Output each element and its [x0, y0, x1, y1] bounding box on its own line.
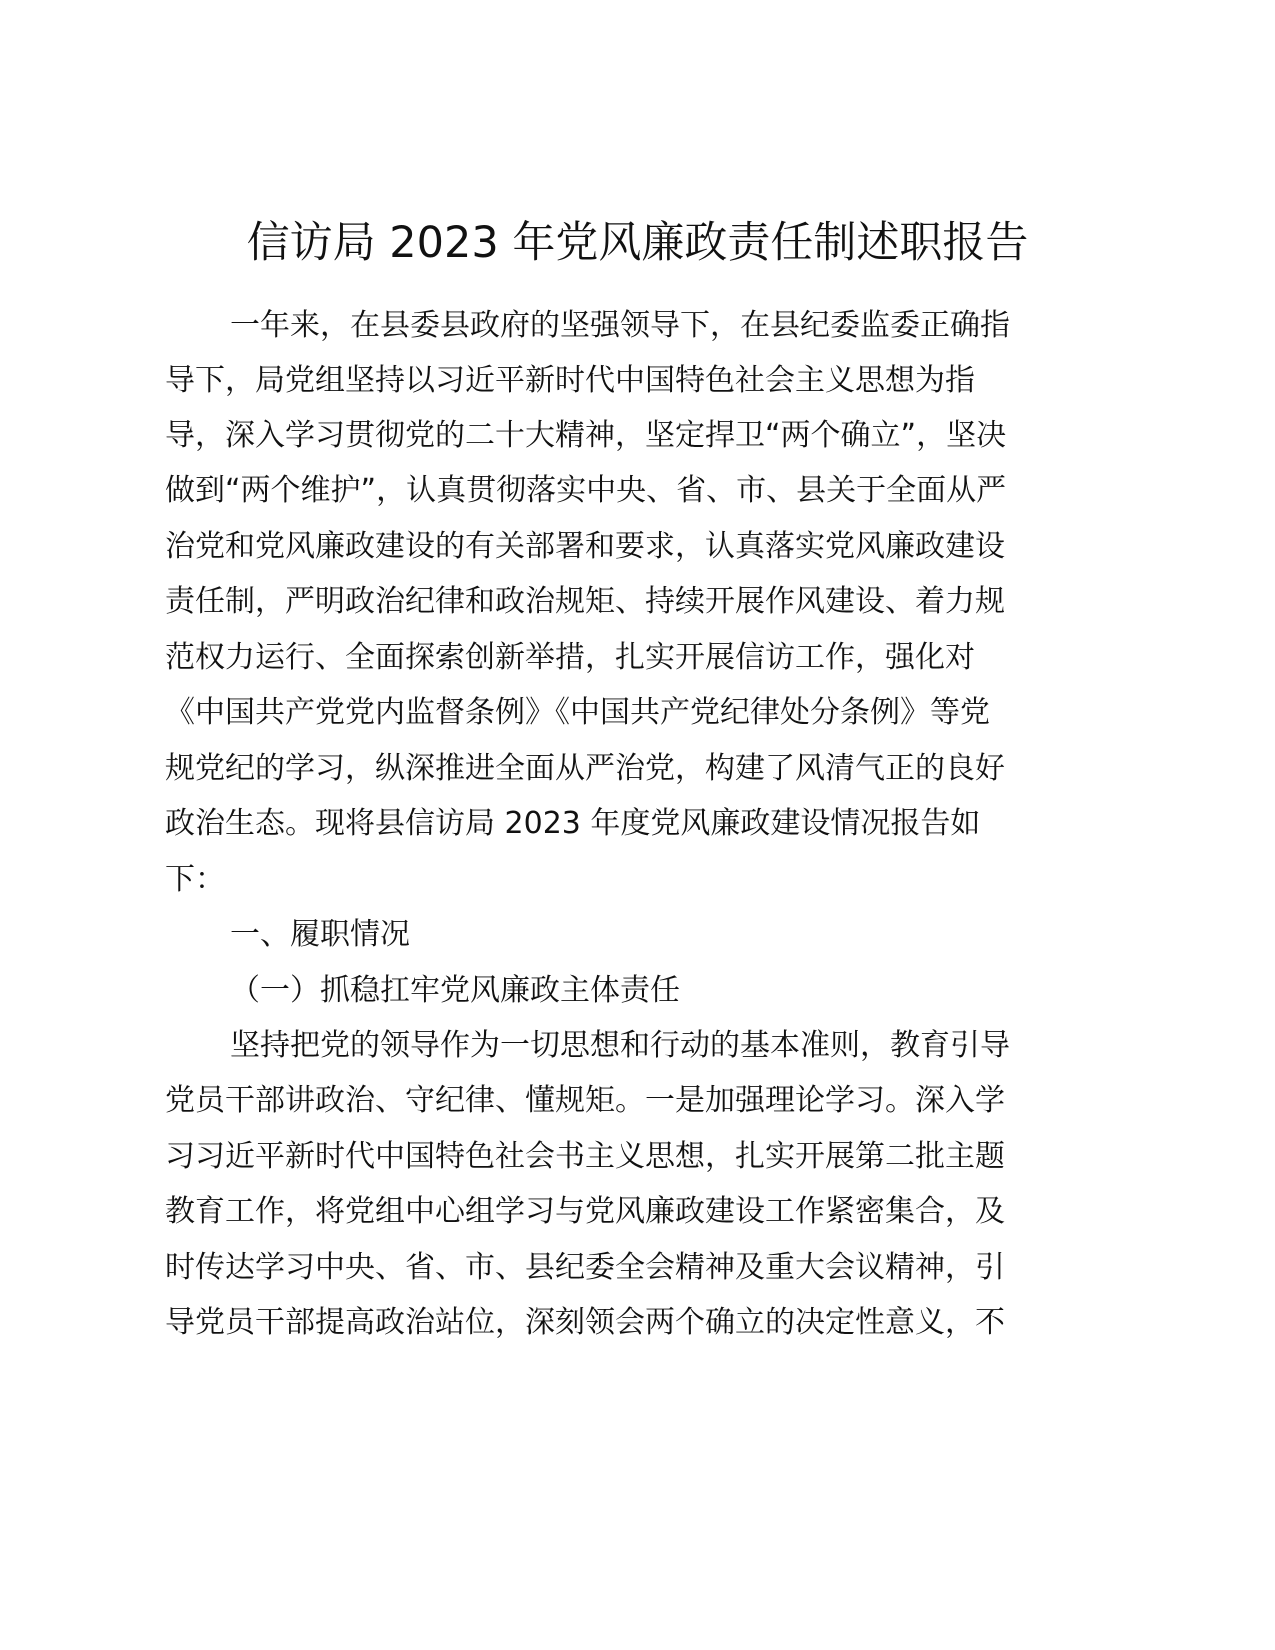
subsection-heading: （一）抓稳扛牢党风廉政主体责任 — [230, 973, 680, 1008]
paragraph-line: 一年来，在县委县政府的坚强领导下，在县纪委监委正确指 — [230, 308, 1010, 343]
paragraph-line: 《中国共产党党内监督条例》《中国共产党纪律处分条例》等党 — [165, 695, 990, 730]
paragraph-line: 责任制，严明政治纪律和政治规矩、持续开展作风建设、着力规 — [165, 584, 1005, 619]
paragraph-line: 治党和党风廉政建设的有关部署和要求，认真落实党风廉政建设 — [165, 529, 1005, 564]
paragraph-line: 范权力运行、全面探索创新举措，扎实开展信访工作，强化对 — [165, 640, 975, 675]
paragraph-line: 导下，局党组坚持以习近平新时代中国特色社会主义思想为指 — [165, 363, 975, 398]
paragraph-line: 做到“两个维护”，认真贯彻落实中央、省、市、县关于全面从严 — [165, 473, 1007, 508]
paragraph-line: 导党员干部提高政治站位，深刻领会两个确立的决定性意义，不 — [165, 1305, 1005, 1340]
document-title: 信访局 2023 年党风廉政责任制述职报告 — [246, 218, 1029, 268]
paragraph-line: 规党纪的学习，纵深推进全面从严治党，构建了风清气正的良好 — [165, 751, 1005, 786]
paragraph-line: 时传达学习中央、省、市、县纪委全会精神及重大会议精神，引 — [165, 1250, 1005, 1285]
paragraph-line: 教育工作，将党组中心组学习与党风廉政建设工作紧密集合，及 — [165, 1194, 1005, 1229]
paragraph-line: 政治生态。现将县信访局 2023 年度党风廉政建设情况报告如 — [165, 806, 981, 841]
section-heading: 一、履职情况 — [230, 917, 410, 952]
paragraph-line: 导，深入学习贯彻党的二十大精神，坚定捍卫“两个确立”，坚决 — [165, 418, 1007, 453]
paragraph-line: 下： — [165, 862, 225, 897]
paragraph-line: 党员干部讲政治、守纪律、懂规矩。一是加强理论学习。深入学 — [165, 1083, 1005, 1118]
paragraph-line: 坚持把党的领导作为一切思想和行动的基本准则，教育引导 — [230, 1028, 1010, 1063]
paragraph-line: 习习近平新时代中国特色社会书主义思想，扎实开展第二批主题 — [165, 1139, 1005, 1174]
